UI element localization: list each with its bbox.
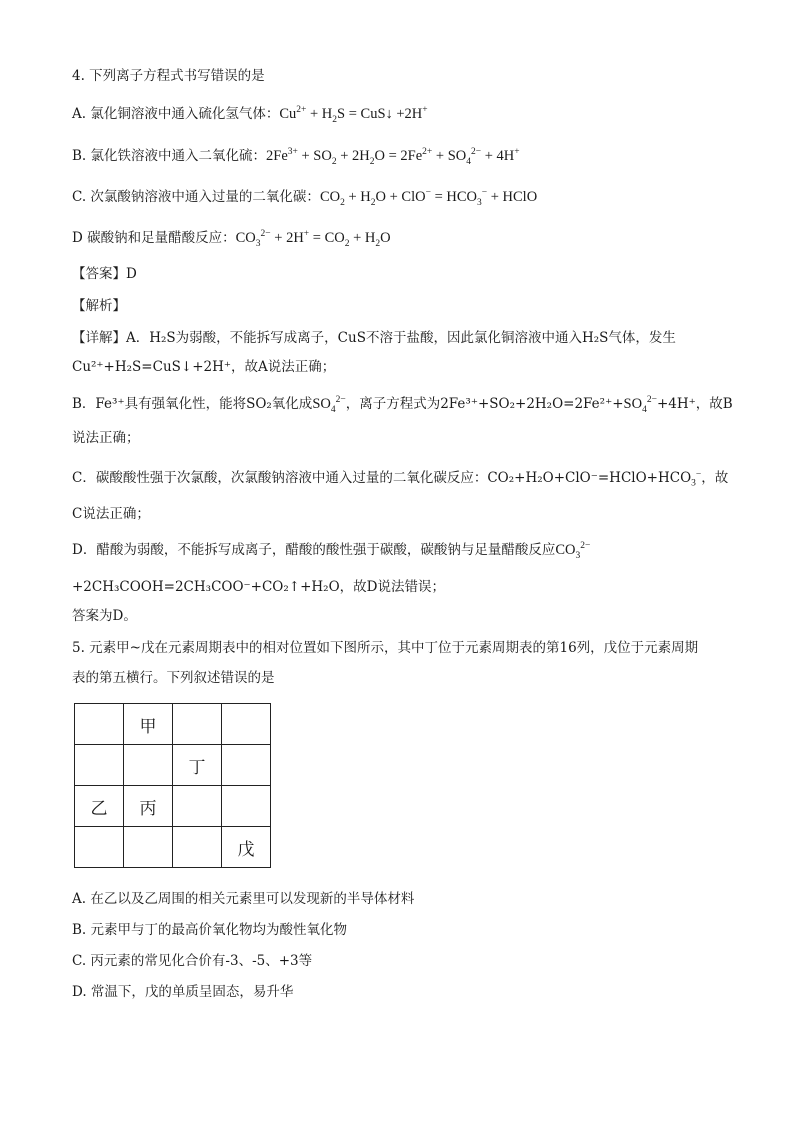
table-cell: 丁 bbox=[173, 745, 222, 786]
table-cell bbox=[222, 704, 271, 745]
table-cell bbox=[75, 704, 124, 745]
bicarbonate-charge: − bbox=[695, 469, 702, 480]
q4-option-d bbox=[72, 228, 391, 248]
table-cell bbox=[75, 827, 124, 868]
q4-detail-c-line2: C说法正确； bbox=[72, 506, 150, 522]
q4-option-b bbox=[72, 146, 520, 166]
table-cell: 戊 bbox=[222, 827, 271, 868]
sulfate-ion-formula: $SO_4^{2-}$ bbox=[312, 395, 346, 415]
q4-detail-b-part1: B．Fe³⁺具有强氧化性，能将SO₂氧化成 bbox=[72, 396, 313, 412]
q4-detail-d-line2: +2CH₃COOH=2CH₃COO⁻+CO₂↑+H₂O，故D说法错误； bbox=[72, 579, 445, 595]
table-cell bbox=[173, 704, 222, 745]
q5-option-d: D. 常温下，戊的单质呈固态，易升华 bbox=[72, 984, 294, 1000]
q4-detail-b-line2: 说法正确； bbox=[72, 430, 140, 446]
q4-detail-a-line1: 【详解】A．H₂S为弱酸，不能拆写成离子，CuS不溶于盐酸，因此氯化铜溶液中通入H₂S气体，发生 bbox=[72, 330, 676, 346]
q4-option-c bbox=[72, 187, 537, 207]
periodic-position-table bbox=[74, 703, 271, 868]
q4-detail-b-part2: ，离子方程式为2Fe³⁺+SO₂+2H₂O=2Fe²⁺+ bbox=[345, 396, 624, 412]
q4-option-a-label: A. 氯化铜溶液中通入硫化氢气体： bbox=[72, 106, 280, 122]
q4-detail-a-line2: Cu²⁺+H₂S=CuS↓+2H⁺，故A说法正确； bbox=[72, 359, 336, 375]
q5-stem-line1: 5. 元素甲~戊在元素周期表中的相对位置如下图所示，其中丁位于元素周期表的第16列，戊位于元素周期 bbox=[72, 640, 699, 656]
q4-detail-d-line1 bbox=[72, 540, 590, 560]
q5-option-c: C. 丙元素的常见化合价有-3、-5、+3等 bbox=[72, 953, 313, 969]
table-cell bbox=[124, 827, 173, 868]
table-row bbox=[75, 786, 271, 827]
q5-stem-line2: 表的第五横行。下列叙述错误的是 bbox=[72, 670, 275, 686]
q4-detail-d-part1: D．醋酸为弱酸，不能拆写成离子，醋酸的酸性强于碳酸，碳酸钠与足量醋酸反应 bbox=[72, 542, 556, 558]
q4-option-d-equation: $CO_3^{2-} + 2H^+ = CO_2 + H_2O$ bbox=[235, 229, 391, 249]
sulfate-ion-formula-2: $SO_4^{2-}$ bbox=[623, 395, 657, 415]
q4-stem: 4. 下列离子方程式书写错误的是 bbox=[72, 68, 265, 84]
q5-option-b: B. 元素甲与丁的最高价氧化物均为酸性氧化物 bbox=[72, 922, 348, 938]
q4-option-b-equation: $2Fe^{3+} + SO_2 + 2H_2O = 2Fe^{2+} + SO_4^{2-} + 4H^+$ bbox=[266, 147, 520, 167]
bicarbonate-subscript: 3 bbox=[691, 478, 696, 489]
table-cell bbox=[222, 745, 271, 786]
table-cell bbox=[222, 786, 271, 827]
q4-detail-c-line1 bbox=[72, 468, 728, 488]
table-cell bbox=[75, 745, 124, 786]
table-cell bbox=[124, 745, 173, 786]
q4-option-a bbox=[72, 104, 428, 124]
table-row bbox=[75, 745, 271, 786]
q4-option-c-label: C. 次氯酸钠溶液中通入过量的二氧化碳： bbox=[72, 189, 320, 205]
q4-option-d-label: D 碳酸钠和足量醋酸反应： bbox=[72, 230, 236, 246]
table-cell: 甲 bbox=[124, 704, 173, 745]
q4-final-answer: 答案为D。 bbox=[72, 608, 137, 624]
q4-answer: 【答案】D bbox=[72, 266, 137, 282]
q4-option-c-equation: $CO_2 + H_2O + ClO^- = HCO_3^-$ + HClO bbox=[319, 188, 538, 208]
table-cell bbox=[173, 827, 222, 868]
q5-option-a: A. 在乙以及乙周围的相关元素里可以发现新的半导体材料 bbox=[72, 891, 415, 907]
q4-option-a-equation: $Cu^{2+} + H_2S$ = CuS↓ +2H+ bbox=[279, 105, 428, 125]
q4-analysis-header: 【解析】 bbox=[72, 298, 126, 314]
q4-detail-b-line1 bbox=[72, 394, 733, 414]
table-cell bbox=[173, 786, 222, 827]
q4-detail-c-part2: ，故 bbox=[701, 470, 729, 486]
table-row bbox=[75, 704, 271, 745]
carbonate-ion-formula: $CO_3^{2-}$ bbox=[555, 541, 591, 561]
q4-detail-b-part3: +4H⁺，故B bbox=[656, 396, 733, 412]
table-cell: 乙 bbox=[75, 786, 124, 827]
table-cell: 丙 bbox=[124, 786, 173, 827]
q4-option-b-label: B. 氯化铁溶液中通入二氧化硫： bbox=[72, 148, 267, 164]
table-row bbox=[75, 827, 271, 868]
q4-detail-c-part1: C．碳酸酸性强于次氯酸，次氯酸钠溶液中通入过量的二氧化碳反应：CO₂+H₂O+ClO⁻=HClO+HCO bbox=[72, 470, 692, 486]
